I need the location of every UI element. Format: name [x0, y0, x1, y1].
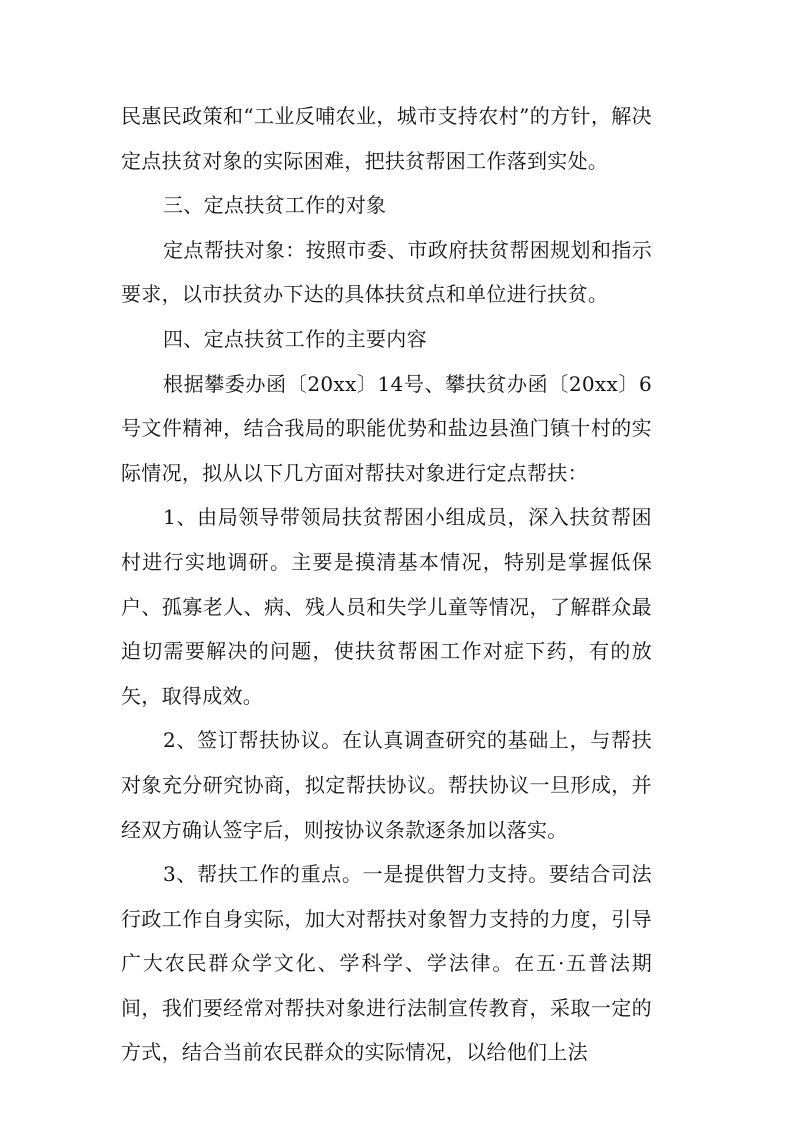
- document-body: [121, 94, 652, 1075]
- list-item-1: 1、由局领导带领局扶贫帮困小组成员，深入扶贫帮困村进行实地调研。主要是摸清基本情况，特别是掌握低保户、孤寡老人、病、残人员和失学儿童等情况，了解群众最迫切需要解决的问题，使扶贫帮困工作对症下药，有的放矢，取得成效。: [121, 505, 652, 708]
- section-heading-3: 三、定点扶贫工作的对象: [163, 193, 387, 218]
- paragraph-basis: 根据攀委办函〔20xx〕14号、攀扶贫办函〔20xx〕6号文件精神，结合我局的职能优势和盐边县渔门镇十村的实际情况，拟从以下几方面对帮扶对象进行定点帮扶：: [121, 371, 652, 485]
- list-item-3: 3、帮扶工作的重点。一是提供智力支持。要结合司法行政工作自身实际，加大对帮扶对象智力支持的力度，引导广大农民群众学文化、学科学、学法律。在五·五普法期间，我们要经常对帮扶对象进行法制宣传教育，采取一定的方式，结合当前农民群众的实际情况，以给他们上法: [121, 862, 652, 1065]
- paragraph-continuation: 民惠民政策和“工业反哺农业，城市支持农村”的方针，解决定点扶贫对象的实际困难，把扶贫帮困工作落到实处。: [121, 104, 652, 173]
- section-heading-4: 四、定点扶贫工作的主要内容: [163, 326, 427, 351]
- list-item-2: 2、签订帮扶协议。在认真调查研究的基础上，与帮扶对象充分研究协商，拟定帮扶协议。帮扶协议一旦形成，并经双方确认签字后，则按协议条款逐条加以落实。: [121, 728, 652, 842]
- paragraph-objects: 定点帮扶对象：按照市委、市政府扶贫帮困规划和指示要求，以市扶贫办下达的具体扶贫点和单位进行扶贫。: [121, 237, 652, 307]
